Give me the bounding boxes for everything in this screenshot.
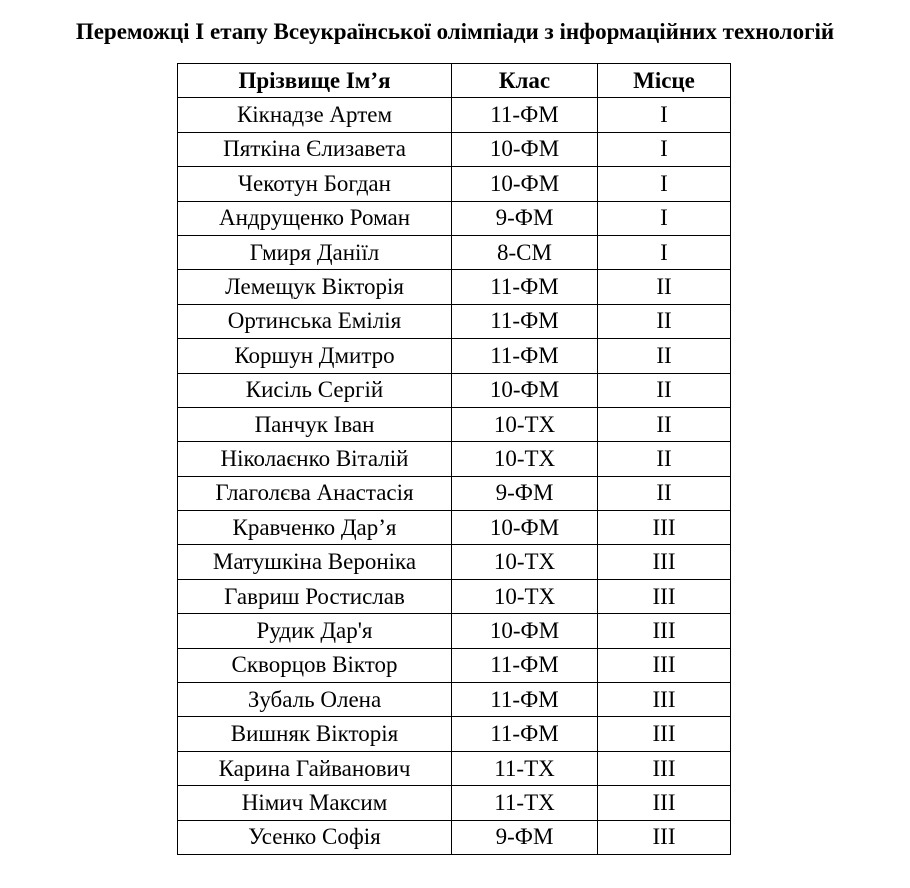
- cell-place: III: [598, 786, 731, 820]
- cell-place: I: [598, 201, 731, 235]
- table-row: [178, 270, 731, 304]
- cell-place: II: [598, 270, 731, 304]
- cell-class: 10-ТХ: [452, 442, 598, 476]
- cell-name: Карина Гайванович: [178, 751, 452, 785]
- column-header-class: Клас: [452, 64, 598, 98]
- table-row: [178, 683, 731, 717]
- cell-name: Пяткіна Єлизавета: [178, 132, 452, 166]
- cell-name: Усенко Софія: [178, 820, 452, 854]
- table-row: [178, 820, 731, 854]
- cell-class: 10-ФМ: [452, 132, 598, 166]
- document-title: Переможці І етапу Всеукраїнської олімпіади з інформаційних технологій: [75, 19, 835, 44]
- cell-place: II: [598, 304, 731, 338]
- cell-name: Кікнадзе Артем: [178, 98, 452, 132]
- cell-place: II: [598, 442, 731, 476]
- cell-class: 11-ФМ: [452, 339, 598, 373]
- table-row: [178, 614, 731, 648]
- table-row: [178, 648, 731, 682]
- cell-name: Кисіль Сергій: [178, 373, 452, 407]
- table-row: [178, 511, 731, 545]
- cell-name: Андрущенко Роман: [178, 201, 452, 235]
- cell-name: Ніколаєнко Віталій: [178, 442, 452, 476]
- cell-class: 9-ФМ: [452, 201, 598, 235]
- cell-name: Чекотун Богдан: [178, 167, 452, 201]
- table-row: [178, 545, 731, 579]
- cell-name: Німич Максим: [178, 786, 452, 820]
- table-row: [178, 339, 731, 373]
- cell-class: 10-ФМ: [452, 614, 598, 648]
- cell-class: 11-ФМ: [452, 717, 598, 751]
- cell-name: Коршун Дмитро: [178, 339, 452, 373]
- cell-place: III: [598, 717, 731, 751]
- cell-name: Матушкіна Вероніка: [178, 545, 452, 579]
- cell-class: 10-ТХ: [452, 579, 598, 613]
- cell-class: 11-ФМ: [452, 304, 598, 338]
- cell-place: III: [598, 820, 731, 854]
- table-row: [178, 373, 731, 407]
- cell-name: Панчук Іван: [178, 407, 452, 441]
- table-row: [178, 442, 731, 476]
- cell-name: Гмиря Даніїл: [178, 235, 452, 269]
- cell-class: 9-ФМ: [452, 820, 598, 854]
- cell-place: II: [598, 373, 731, 407]
- cell-place: I: [598, 132, 731, 166]
- header-row: [178, 64, 731, 98]
- table-row: [178, 98, 731, 132]
- cell-class: 11-ФМ: [452, 648, 598, 682]
- cell-name: Скворцов Віктор: [178, 648, 452, 682]
- cell-place: I: [598, 98, 731, 132]
- cell-place: II: [598, 407, 731, 441]
- cell-place: III: [598, 511, 731, 545]
- winners-table: [177, 63, 731, 855]
- cell-place: III: [598, 648, 731, 682]
- cell-name: Гавриш Ростислав: [178, 579, 452, 613]
- table-row: [178, 304, 731, 338]
- cell-name: Зубаль Олена: [178, 683, 452, 717]
- cell-place: II: [598, 339, 731, 373]
- cell-class: 11-ФМ: [452, 98, 598, 132]
- table-row: [178, 579, 731, 613]
- cell-place: III: [598, 614, 731, 648]
- cell-class: 10-ФМ: [452, 511, 598, 545]
- cell-class: 10-ТХ: [452, 545, 598, 579]
- cell-place: II: [598, 476, 731, 510]
- table-row: [178, 167, 731, 201]
- cell-class: 10-ФМ: [452, 167, 598, 201]
- cell-place: III: [598, 683, 731, 717]
- column-header-name: Прізвище Ім’я: [178, 64, 452, 98]
- cell-name: Лемещук Вікторія: [178, 270, 452, 304]
- cell-name: Рудик Дар'я: [178, 614, 452, 648]
- cell-place: III: [598, 545, 731, 579]
- cell-class: 8-СМ: [452, 235, 598, 269]
- table-body: [178, 98, 731, 855]
- table-row: [178, 476, 731, 510]
- cell-class: 10-ФМ: [452, 373, 598, 407]
- cell-class: 11-ТХ: [452, 751, 598, 785]
- cell-place: III: [598, 579, 731, 613]
- table-row: [178, 235, 731, 269]
- cell-place: I: [598, 235, 731, 269]
- cell-place: III: [598, 751, 731, 785]
- table-row: [178, 751, 731, 785]
- cell-class: 11-ФМ: [452, 270, 598, 304]
- cell-class: 11-ФМ: [452, 683, 598, 717]
- cell-name: Ортинська Емілія: [178, 304, 452, 338]
- cell-class: 9-ФМ: [452, 476, 598, 510]
- table-row: [178, 786, 731, 820]
- table-row: [178, 132, 731, 166]
- table-header: [178, 64, 731, 98]
- table-row: [178, 717, 731, 751]
- cell-class: 10-ТХ: [452, 407, 598, 441]
- cell-name: Кравченко Дар’я: [178, 511, 452, 545]
- column-header-place: Місце: [598, 64, 731, 98]
- table-row: [178, 407, 731, 441]
- cell-place: I: [598, 167, 731, 201]
- table-row: [178, 201, 731, 235]
- cell-class: 11-ТХ: [452, 786, 598, 820]
- cell-name: Глаголєва Анастасія: [178, 476, 452, 510]
- cell-name: Вишняк Вікторія: [178, 717, 452, 751]
